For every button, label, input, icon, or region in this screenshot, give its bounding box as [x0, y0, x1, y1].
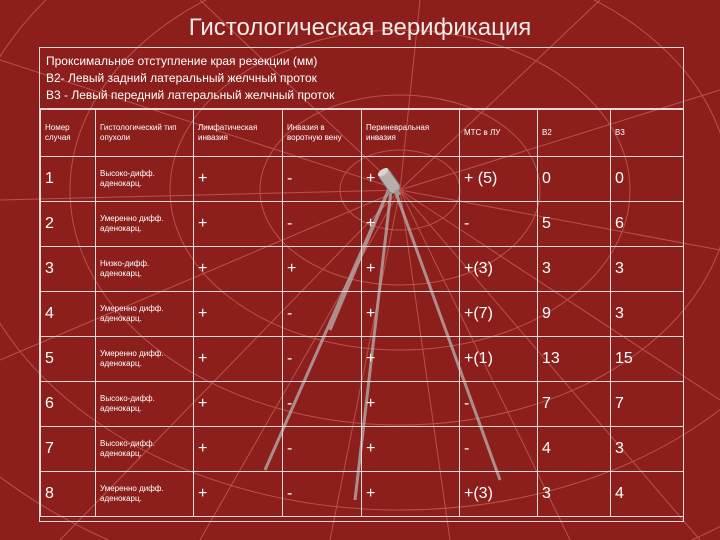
cell-case-number: 4 — [41, 292, 96, 337]
table-row — [41, 157, 684, 202]
cell-b3: 3 — [611, 247, 684, 292]
satellite-dish-icon — [370, 162, 410, 202]
cell-histology-type: Умеренно дифф. аденокарц. — [96, 337, 194, 382]
cell-b3: 7 — [611, 382, 684, 427]
cell-perineural-invasion: + — [362, 472, 460, 517]
cell-histology-type: Высоко-дифф. аденокарц. — [96, 157, 194, 202]
cell-histology-type: Умеренно дифф. аденокарц. — [96, 472, 194, 517]
cell-case-number: 1 — [41, 157, 96, 202]
cell-b2: 5 — [538, 202, 611, 247]
cell-perineural-invasion: + — [362, 337, 460, 382]
cell-perineural-invasion: + — [362, 157, 460, 202]
table-row — [41, 292, 684, 337]
cell-lymph-node-mets: - — [460, 382, 538, 427]
cell-portal-vein-invasion: - — [283, 427, 362, 472]
cell-lymphatic-invasion: + — [194, 247, 283, 292]
header-case-number: Номер случая — [41, 110, 96, 157]
cell-perineural-invasion: + — [362, 382, 460, 427]
cell-b2: 7 — [538, 382, 611, 427]
cell-portal-vein-invasion: + — [283, 247, 362, 292]
cell-histology-type: Высоко-дифф. аденокарц. — [96, 382, 194, 427]
cell-portal-vein-invasion: - — [283, 292, 362, 337]
cell-portal-vein-invasion: - — [283, 337, 362, 382]
header-b3: В3 — [611, 110, 684, 157]
cell-b3: 3 — [611, 427, 684, 472]
cell-case-number: 2 — [41, 202, 96, 247]
cell-b2: 0 — [538, 157, 611, 202]
cell-case-number: 3 — [41, 247, 96, 292]
cell-portal-vein-invasion: - — [283, 202, 362, 247]
cell-lymphatic-invasion: + — [194, 472, 283, 517]
cell-lymphatic-invasion: + — [194, 382, 283, 427]
header-lymph-node-mets: МТС в ЛУ — [460, 110, 538, 157]
cell-lymphatic-invasion: + — [194, 292, 283, 337]
header-histology-type: Гистологический тип опухоли — [96, 110, 194, 157]
header-row — [41, 110, 684, 157]
cell-lymphatic-invasion: + — [194, 157, 283, 202]
cell-b2: 4 — [538, 427, 611, 472]
cell-histology-type: Низко-дифф. аденокарц. — [96, 247, 194, 292]
cell-b2: 3 — [538, 472, 611, 517]
intro-line: Проксимальное отступление края резекции (мм) — [46, 54, 318, 68]
cell-case-number: 5 — [41, 337, 96, 382]
cell-perineural-invasion: + — [362, 202, 460, 247]
table-row — [41, 202, 684, 247]
cell-b3: 6 — [611, 202, 684, 247]
header-lymphatic-invasion: Лимфатическая инвазия — [194, 110, 283, 157]
header-b2: В2 — [538, 110, 611, 157]
cell-perineural-invasion: + — [362, 292, 460, 337]
cell-perineural-invasion: + — [362, 427, 460, 472]
cell-b2: 3 — [538, 247, 611, 292]
cell-portal-vein-invasion: - — [283, 472, 362, 517]
cell-lymphatic-invasion: + — [194, 427, 283, 472]
verification-table — [40, 109, 684, 517]
cell-lymphatic-invasion: + — [194, 202, 283, 247]
cell-lymph-node-mets: +(7) — [460, 292, 538, 337]
cell-portal-vein-invasion: - — [283, 382, 362, 427]
cell-case-number: 8 — [41, 472, 96, 517]
cell-perineural-invasion: + — [362, 247, 460, 292]
intro-line: В3 - Левый передний латеральный желчный проток — [46, 88, 335, 102]
header-perineural-invasion: Периневральная инвазия — [362, 110, 460, 157]
cell-b3: 3 — [611, 292, 684, 337]
cell-lymph-node-mets: +(3) — [460, 247, 538, 292]
cell-lymph-node-mets: +(1) — [460, 337, 538, 382]
cell-lymph-node-mets: + (5) — [460, 157, 538, 202]
cell-lymphatic-invasion: + — [194, 337, 283, 382]
cell-portal-vein-invasion: - — [283, 157, 362, 202]
cell-histology-type: Высоко-дифф. аденокарц. — [96, 427, 194, 472]
cell-lymph-node-mets: - — [460, 202, 538, 247]
header-portal-vein-invasion: Инвазия в воротную вену — [283, 110, 362, 157]
cell-b3: 4 — [611, 472, 684, 517]
table-row — [41, 472, 684, 517]
cell-b3: 15 — [611, 337, 684, 382]
intro-line: В2- Левый задний латеральный желчный проток — [46, 71, 317, 85]
cell-histology-type: Умеренно дифф. аденокарц. — [96, 202, 194, 247]
cell-b3: 0 — [611, 157, 684, 202]
cell-case-number: 7 — [41, 427, 96, 472]
cell-lymph-node-mets: - — [460, 427, 538, 472]
cell-case-number: 6 — [41, 382, 96, 427]
table-row — [41, 247, 684, 292]
content-frame — [39, 47, 684, 522]
table-row — [41, 427, 684, 472]
table-row — [41, 382, 684, 427]
cell-histology-type: Умеренно дифф. аденокарц. — [96, 292, 194, 337]
table-row — [41, 337, 684, 382]
cell-b2: 13 — [538, 337, 611, 382]
intro-legend — [40, 48, 683, 109]
cell-b2: 9 — [538, 292, 611, 337]
cell-lymph-node-mets: +(3) — [460, 472, 538, 517]
page-title: Гистологическая верификация — [188, 14, 532, 41]
